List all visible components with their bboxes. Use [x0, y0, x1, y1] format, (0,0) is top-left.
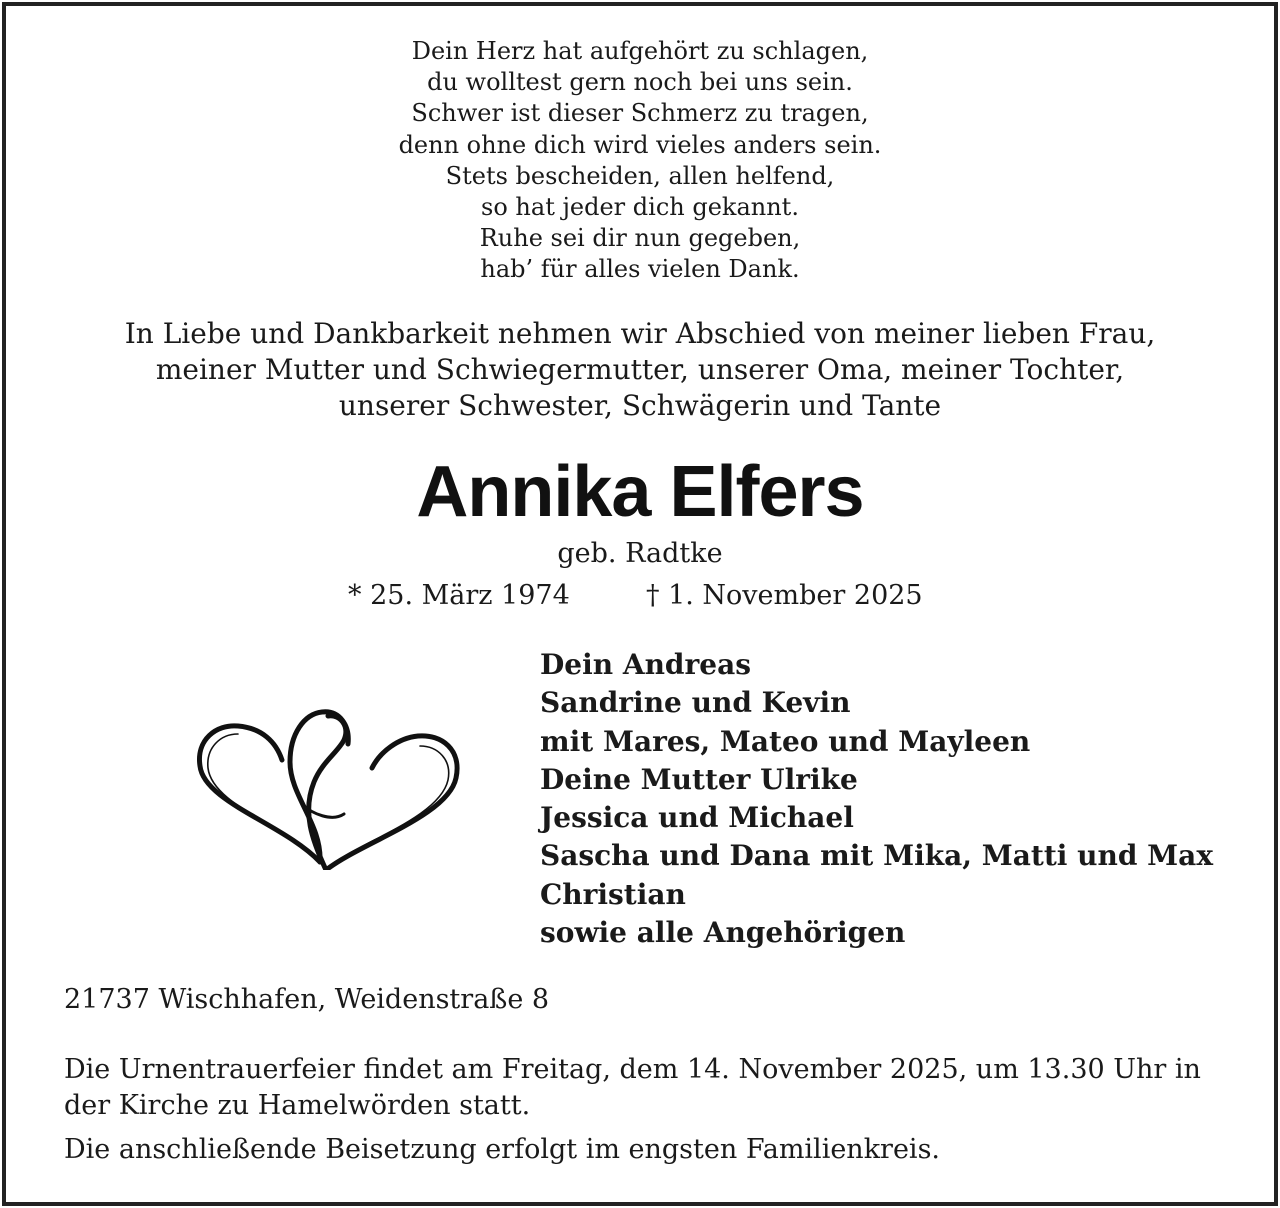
- funeral-service-info: Die Urnentrauerfeier findet am Freitag, dem 14. November 2025, um 13.30 Uhr in der Kirche zu Hamelwörden statt.: [64, 1054, 1201, 1121]
- intro-line: unserer Schwester, Schwägerin und Tante: [338, 389, 942, 422]
- deceased-name: Annika Elfers: [416, 452, 864, 532]
- mourners-list: [540, 646, 1213, 952]
- two-hearts-icon: [192, 704, 462, 870]
- poem-line: Ruhe sei dir nun gegeben,: [479, 224, 801, 253]
- poem: [0, 36, 1280, 286]
- mourner-entry: Jessica und Michael: [540, 801, 854, 835]
- poem-line: Schwer ist dieser Schmerz zu tragen,: [411, 99, 869, 128]
- farewell-intro: [0, 316, 1280, 424]
- mourner-entry: Christian: [540, 877, 686, 911]
- family-address: 21737 Wischhafen, Weidenstraße 8: [64, 984, 550, 1015]
- poem-line: hab’ für alles vielen Dank.: [480, 255, 800, 284]
- mourner-entry: Dein Andreas: [540, 648, 751, 681]
- maiden-name: geb. Radtke: [557, 538, 723, 569]
- intro-line: meiner Mutter und Schwiegermutter, unserer Oma, meiner Tochter,: [155, 353, 1125, 386]
- birth-date: * 25. März 1974: [348, 580, 570, 611]
- burial-info: Die anschließende Beisetzung erfolgt im engsten Familienkreis.: [64, 1134, 941, 1165]
- mourner-entry: Sandrine und Kevin: [540, 686, 851, 720]
- mourner-entry: Sascha und Dana mit Mika, Matti und Max: [540, 839, 1214, 873]
- poem-line: Stets bescheiden, allen helfend,: [445, 161, 835, 190]
- poem-line: Dein Herz hat aufgehört zu schlagen,: [411, 37, 869, 65]
- mourner-entry: Deine Mutter Ulrike: [540, 762, 858, 796]
- intro-line: In Liebe und Dankbarkeit nehmen wir Abschied von meiner lieben Frau,: [124, 317, 1156, 350]
- mourner-entry: mit Mares, Mateo und Mayleen: [540, 724, 1031, 758]
- poem-line: denn ohne dich wird vieles anders sein.: [398, 130, 882, 159]
- death-date: † 1. November 2025: [646, 580, 923, 611]
- poem-line: so hat jeder dich gekannt.: [481, 193, 799, 222]
- poem-line: du wolltest gern noch bei uns sein.: [427, 68, 853, 97]
- mourner-entry: sowie alle Angehörigen: [540, 916, 906, 950]
